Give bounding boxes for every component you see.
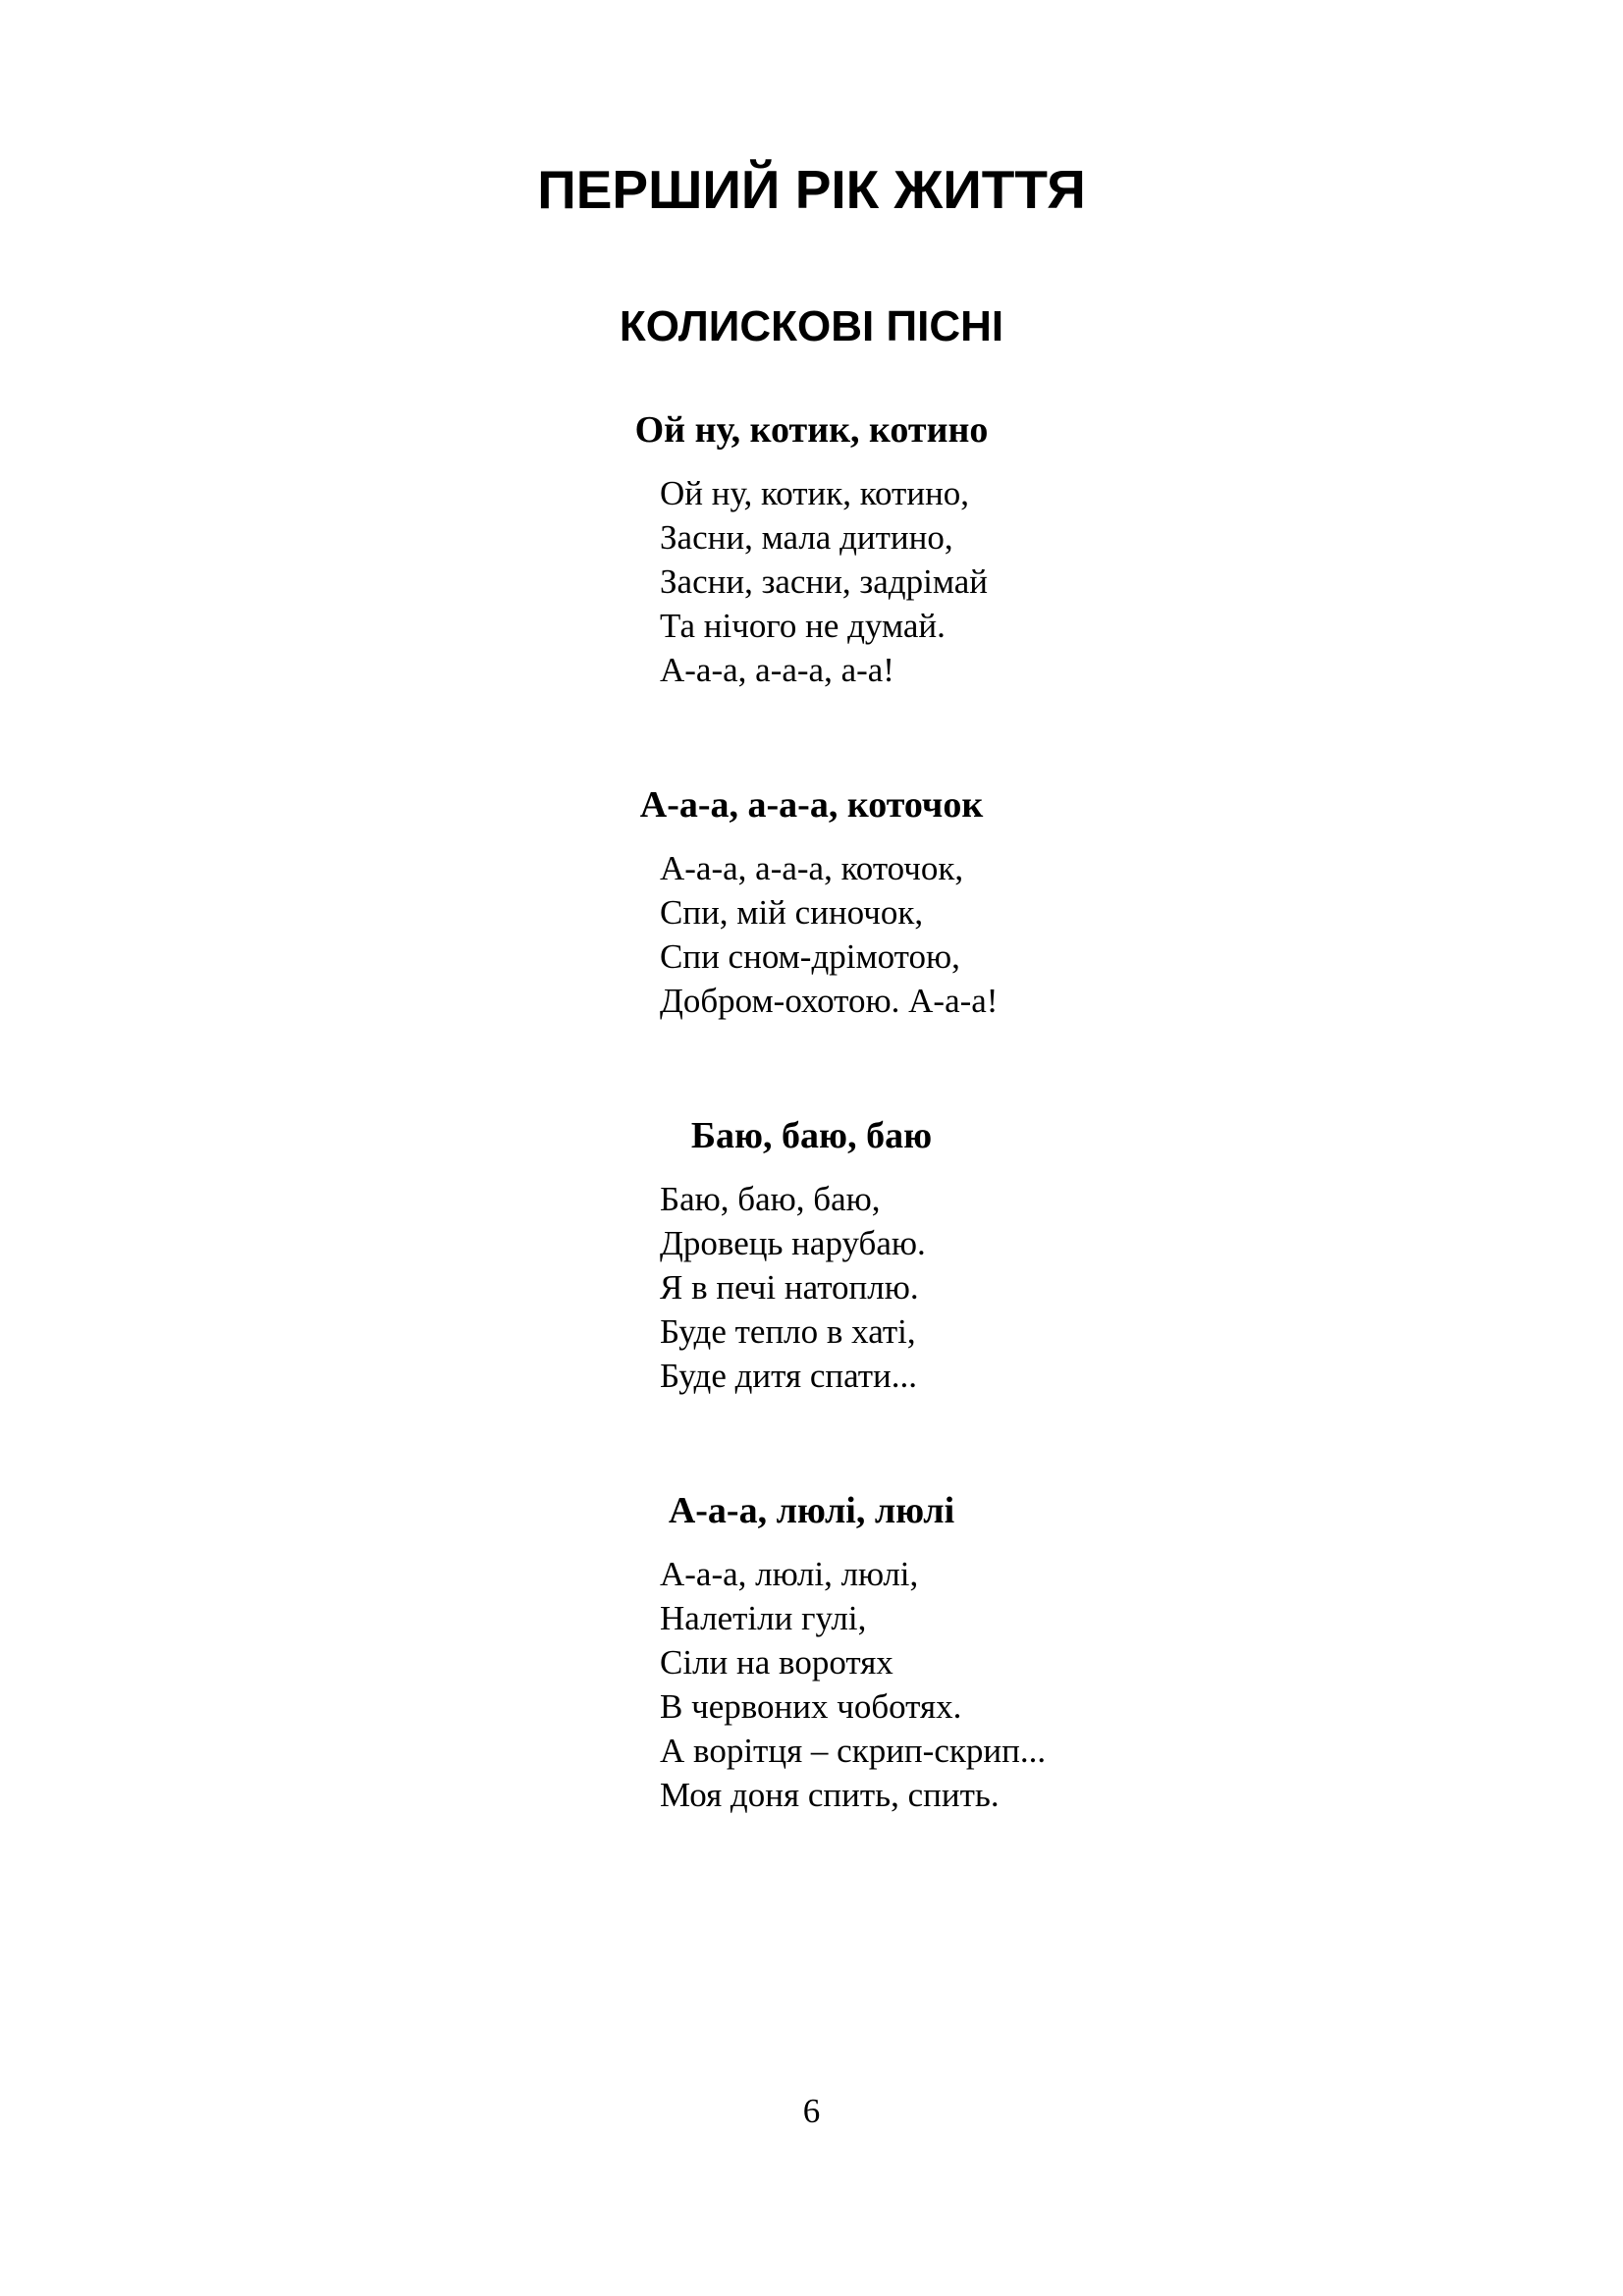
verse-line: Та нічого не думай. [660, 607, 946, 645]
verse-line: Спи сном-дрімотою, [660, 937, 960, 976]
song-title: А-а-а, а-а-а, коточок [639, 784, 984, 826]
verse-line: А-а-а, а-а-а, а-а! [660, 651, 894, 689]
verse-line: Налетіли гулі, [660, 1599, 867, 1637]
verse-line: Сіли на воротях [660, 1643, 893, 1682]
song-verse [660, 1177, 926, 1398]
page-number: 6 [802, 2092, 821, 2130]
song-title: Баю, баю, баю [690, 1115, 933, 1156]
verse-line: Моя доня спить, спить. [660, 1776, 1000, 1814]
song-verse [660, 846, 998, 1023]
song-verse [660, 471, 988, 692]
song-verse [660, 1552, 1046, 1817]
verse-line: Буде тепло в хаті, [660, 1312, 916, 1351]
verse-line: Ой ну, котик, котино, [660, 474, 970, 512]
song-title: А-а-а, люлі, люлі [668, 1490, 955, 1531]
verse-line: А-а-а, а-а-а, коточок, [660, 849, 964, 887]
verse-line: А-а-а, люлі, люлі, [660, 1555, 919, 1593]
verse-line: Баю, баю, баю, [660, 1180, 881, 1218]
verse-line: Я в печі натоплю. [660, 1268, 919, 1307]
verse-line: Спи, мій синочок, [660, 893, 924, 932]
song-title: Ой ну, котик, котино [634, 409, 989, 451]
verse-line: В червоних чоботях. [660, 1687, 962, 1726]
verse-line: Добром-охотою. А-а-а! [660, 982, 999, 1020]
verse-line: Засни, мала дитино, [660, 518, 953, 557]
verse-line: Засни, засни, задрімай [660, 562, 988, 601]
verse-line: Дровець нарубаю. [660, 1224, 926, 1262]
verse-line: Буде дитя спати... [660, 1357, 918, 1395]
page-title: ПЕРШИЙ РІК ЖИТТЯ [537, 159, 1086, 220]
section-title: КОЛИСКОВІ ПІСНІ [619, 302, 1004, 350]
verse-line: А ворітця – скрип-скрип... [660, 1732, 1047, 1770]
